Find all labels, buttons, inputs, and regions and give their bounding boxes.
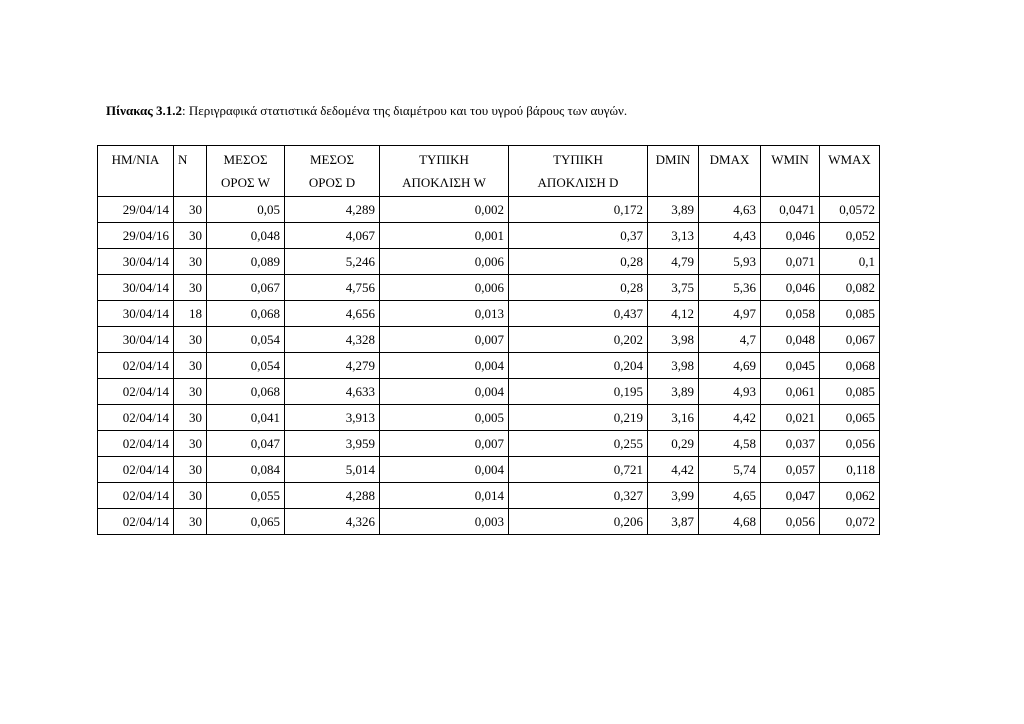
- cell-wmin: 0,058: [761, 301, 820, 327]
- cell-n: 30: [174, 197, 207, 223]
- cell-wmax: 0,085: [820, 379, 880, 405]
- cell-mean-w: 0,068: [207, 301, 285, 327]
- header-row: [98, 146, 880, 197]
- cell-mean-d: 4,289: [285, 197, 380, 223]
- column-header-line2: ΟΡΟΣ D: [308, 175, 356, 190]
- cell-dmax: 5,93: [699, 249, 761, 275]
- cell-dmin: 3,75: [648, 275, 699, 301]
- cell-n: 30: [174, 405, 207, 431]
- cell-wmax: 0,062: [820, 483, 880, 509]
- column-header-std-w: [380, 146, 509, 197]
- cell-std-w: 0,004: [380, 379, 509, 405]
- cell-wmin: 0,048: [761, 327, 820, 353]
- cell-mean-d: 4,279: [285, 353, 380, 379]
- cell-std-d: 0,28: [509, 275, 648, 301]
- cell-std-w: 0,006: [380, 275, 509, 301]
- cell-dmin: 3,98: [648, 353, 699, 379]
- column-header-dmax: [699, 146, 761, 197]
- cell-date: 02/04/14: [98, 379, 174, 405]
- table-row: [98, 197, 880, 223]
- column-header-line2: ΑΠΟΚΛΙΣΗ D: [537, 175, 619, 190]
- column-header-wmax: [820, 146, 880, 197]
- cell-mean-w: 0,05: [207, 197, 285, 223]
- cell-dmin: 3,99: [648, 483, 699, 509]
- cell-std-w: 0,014: [380, 483, 509, 509]
- statistics-table: [97, 145, 880, 535]
- cell-dmax: 5,74: [699, 457, 761, 483]
- cell-std-d: 0,172: [509, 197, 648, 223]
- column-header-date: [98, 146, 174, 197]
- table-body: [98, 197, 880, 535]
- cell-wmin: 0,057: [761, 457, 820, 483]
- cell-dmin: 3,98: [648, 327, 699, 353]
- cell-mean-d: 5,246: [285, 249, 380, 275]
- cell-mean-d: 3,959: [285, 431, 380, 457]
- column-header-dmin: [648, 146, 699, 197]
- cell-std-w: 0,013: [380, 301, 509, 327]
- column-header-line1: WMAX: [828, 152, 871, 167]
- table-row: [98, 223, 880, 249]
- cell-n: 30: [174, 483, 207, 509]
- cell-std-d: 0,327: [509, 483, 648, 509]
- cell-wmin: 0,046: [761, 223, 820, 249]
- cell-std-w: 0,005: [380, 405, 509, 431]
- table-row: [98, 301, 880, 327]
- cell-mean-d: 4,633: [285, 379, 380, 405]
- cell-mean-d: 4,326: [285, 509, 380, 535]
- cell-mean-d: 3,913: [285, 405, 380, 431]
- cell-mean-d: 4,067: [285, 223, 380, 249]
- column-header-n: [174, 146, 207, 197]
- cell-mean-w: 0,065: [207, 509, 285, 535]
- table-row: [98, 327, 880, 353]
- cell-wmax: 0,056: [820, 431, 880, 457]
- cell-std-d: 0,437: [509, 301, 648, 327]
- cell-mean-w: 0,054: [207, 327, 285, 353]
- cell-date: 30/04/14: [98, 301, 174, 327]
- table-caption: [106, 103, 627, 119]
- table-row: [98, 405, 880, 431]
- cell-mean-w: 0,041: [207, 405, 285, 431]
- cell-dmin: 3,13: [648, 223, 699, 249]
- column-header-line1: ΤΥΠΙΚΗ: [553, 152, 603, 167]
- cell-mean-d: 4,756: [285, 275, 380, 301]
- cell-date: 02/04/14: [98, 483, 174, 509]
- cell-dmax: 4,65: [699, 483, 761, 509]
- cell-mean-w: 0,067: [207, 275, 285, 301]
- column-header-wmin: [761, 146, 820, 197]
- cell-std-w: 0,007: [380, 431, 509, 457]
- column-header-mean-d: [285, 146, 380, 197]
- cell-date: 29/04/14: [98, 197, 174, 223]
- cell-n: 30: [174, 249, 207, 275]
- cell-n: 30: [174, 379, 207, 405]
- column-header-mean-w: [207, 146, 285, 197]
- cell-wmax: 0,0572: [820, 197, 880, 223]
- cell-dmin: 4,12: [648, 301, 699, 327]
- cell-std-w: 0,003: [380, 509, 509, 535]
- cell-wmax: 0,067: [820, 327, 880, 353]
- cell-n: 30: [174, 457, 207, 483]
- cell-std-d: 0,206: [509, 509, 648, 535]
- column-header-line2: ΟΡΟΣ W: [220, 175, 271, 190]
- cell-dmax: 4,63: [699, 197, 761, 223]
- cell-mean-w: 0,084: [207, 457, 285, 483]
- cell-std-d: 0,204: [509, 353, 648, 379]
- cell-wmax: 0,118: [820, 457, 880, 483]
- cell-mean-w: 0,055: [207, 483, 285, 509]
- caption-text: : Περιγραφικά στατιστικά δεδομένα της διαμέτρου και του υγρού βάρους των αυγών.: [182, 103, 628, 118]
- table-row: [98, 249, 880, 275]
- cell-dmin: 3,89: [648, 197, 699, 223]
- table-row: [98, 275, 880, 301]
- table-row: [98, 379, 880, 405]
- cell-n: 30: [174, 353, 207, 379]
- cell-date: 30/04/14: [98, 327, 174, 353]
- cell-dmax: 5,36: [699, 275, 761, 301]
- cell-dmax: 4,58: [699, 431, 761, 457]
- cell-std-d: 0,37: [509, 223, 648, 249]
- cell-date: 02/04/14: [98, 405, 174, 431]
- column-header-line1: ΜΕΣΟΣ: [309, 152, 355, 167]
- cell-mean-w: 0,054: [207, 353, 285, 379]
- table-row: [98, 509, 880, 535]
- cell-wmax: 0,068: [820, 353, 880, 379]
- cell-n: 30: [174, 509, 207, 535]
- cell-std-d: 0,202: [509, 327, 648, 353]
- cell-std-d: 0,28: [509, 249, 648, 275]
- cell-wmin: 0,071: [761, 249, 820, 275]
- cell-wmax: 0,085: [820, 301, 880, 327]
- cell-date: 30/04/14: [98, 275, 174, 301]
- cell-wmax: 0,052: [820, 223, 880, 249]
- column-header-line1: ΜΕΣΟΣ: [223, 152, 268, 167]
- cell-date: 02/04/14: [98, 431, 174, 457]
- cell-std-w: 0,002: [380, 197, 509, 223]
- cell-wmin: 0,061: [761, 379, 820, 405]
- cell-date: 02/04/14: [98, 457, 174, 483]
- cell-wmax: 0,065: [820, 405, 880, 431]
- cell-n: 18: [174, 301, 207, 327]
- cell-std-w: 0,004: [380, 353, 509, 379]
- cell-dmax: 4,42: [699, 405, 761, 431]
- cell-dmax: 4,97: [699, 301, 761, 327]
- cell-std-d: 0,219: [509, 405, 648, 431]
- table-row: [98, 353, 880, 379]
- caption-label: Πίνακας 3.1.2: [106, 103, 183, 118]
- table-row: [98, 431, 880, 457]
- cell-std-w: 0,007: [380, 327, 509, 353]
- cell-wmin: 0,047: [761, 483, 820, 509]
- column-header-line1: WMIN: [771, 152, 809, 167]
- column-header-line1: DMIN: [655, 152, 691, 167]
- column-header-std-d: [509, 146, 648, 197]
- cell-dmax: 4,69: [699, 353, 761, 379]
- cell-mean-d: 5,014: [285, 457, 380, 483]
- cell-mean-w: 0,089: [207, 249, 285, 275]
- cell-wmin: 0,021: [761, 405, 820, 431]
- column-header-line1: N: [178, 152, 188, 167]
- cell-mean-w: 0,048: [207, 223, 285, 249]
- cell-std-w: 0,006: [380, 249, 509, 275]
- cell-dmin: 3,89: [648, 379, 699, 405]
- table-row: [98, 483, 880, 509]
- cell-dmax: 4,7: [699, 327, 761, 353]
- cell-mean-w: 0,047: [207, 431, 285, 457]
- cell-dmin: 3,16: [648, 405, 699, 431]
- cell-date: 02/04/14: [98, 509, 174, 535]
- cell-dmax: 4,43: [699, 223, 761, 249]
- cell-dmax: 4,68: [699, 509, 761, 535]
- cell-wmin: 0,0471: [761, 197, 820, 223]
- cell-mean-d: 4,288: [285, 483, 380, 509]
- cell-wmin: 0,046: [761, 275, 820, 301]
- column-header-line2: ΑΠΟΚΛΙΣΗ W: [402, 175, 486, 190]
- cell-date: 30/04/14: [98, 249, 174, 275]
- cell-n: 30: [174, 431, 207, 457]
- cell-dmin: 3,87: [648, 509, 699, 535]
- column-header-line1: ΤΥΠΙΚΗ: [419, 152, 469, 167]
- cell-n: 30: [174, 223, 207, 249]
- table-header: [98, 146, 880, 197]
- table-row: [98, 457, 880, 483]
- cell-dmin: 0,29: [648, 431, 699, 457]
- cell-std-d: 0,195: [509, 379, 648, 405]
- cell-n: 30: [174, 275, 207, 301]
- cell-date: 29/04/16: [98, 223, 174, 249]
- cell-std-w: 0,004: [380, 457, 509, 483]
- cell-std-d: 0,721: [509, 457, 648, 483]
- cell-mean-d: 4,656: [285, 301, 380, 327]
- cell-wmax: 0,1: [820, 249, 880, 275]
- cell-dmin: 4,79: [648, 249, 699, 275]
- cell-wmax: 0,082: [820, 275, 880, 301]
- cell-dmin: 4,42: [648, 457, 699, 483]
- cell-n: 30: [174, 327, 207, 353]
- cell-mean-w: 0,068: [207, 379, 285, 405]
- cell-mean-d: 4,328: [285, 327, 380, 353]
- cell-dmax: 4,93: [699, 379, 761, 405]
- cell-std-w: 0,001: [380, 223, 509, 249]
- column-header-line1: DMAX: [709, 152, 750, 167]
- cell-wmin: 0,056: [761, 509, 820, 535]
- cell-wmin: 0,045: [761, 353, 820, 379]
- cell-wmax: 0,072: [820, 509, 880, 535]
- cell-std-d: 0,255: [509, 431, 648, 457]
- column-header-line1: ΗΜ/ΝΙΑ: [111, 152, 160, 167]
- cell-date: 02/04/14: [98, 353, 174, 379]
- cell-wmin: 0,037: [761, 431, 820, 457]
